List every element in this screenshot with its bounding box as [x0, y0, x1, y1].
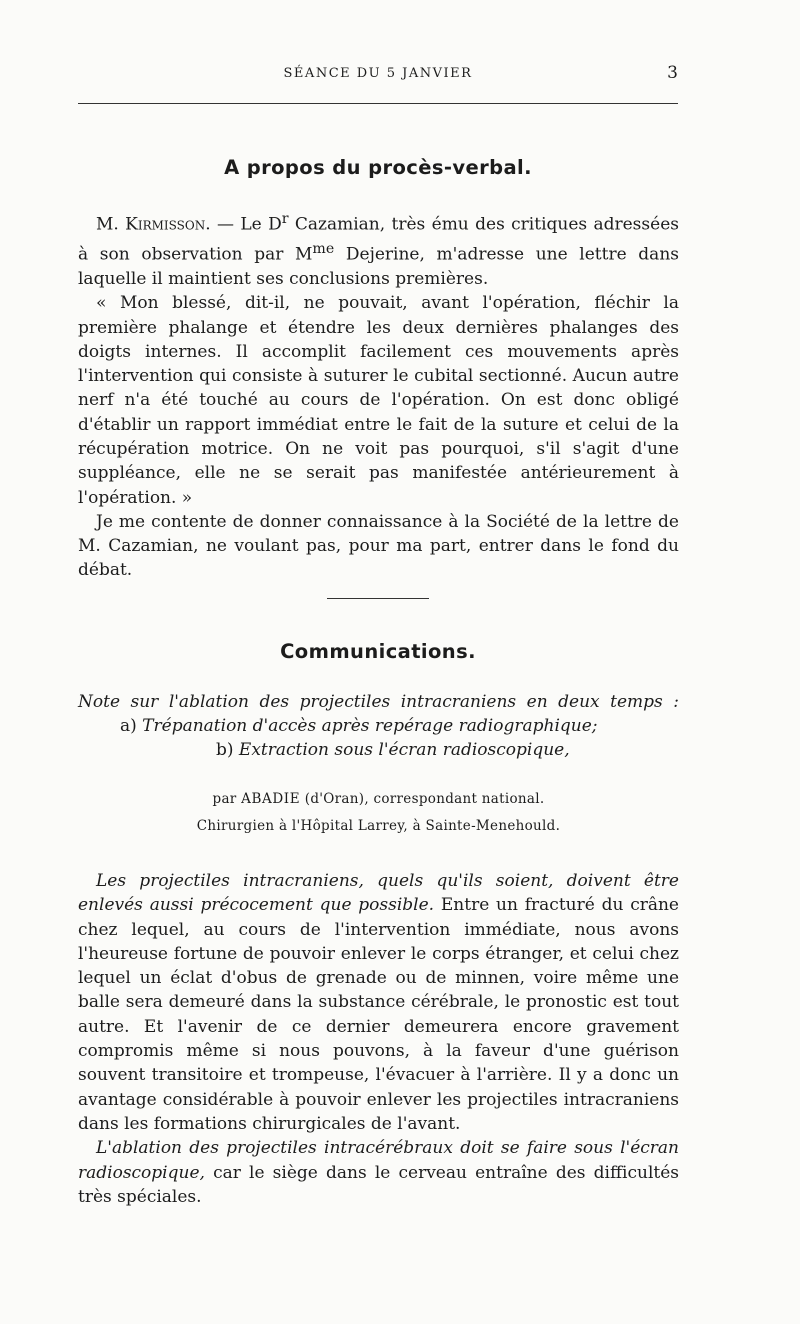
text-run: Cazamian, très ému des critiques adressées à son observation par M: [78, 214, 679, 265]
author-name: ABADIE: [241, 791, 301, 807]
emphasis: Les projectiles intracraniens, quels qu'ils soient, doivent être enlevés aussi précocement que possible.: [78, 871, 679, 916]
text-run: Entre un fracturé du crâne chez lequel, au cours de l'intervention immédiate, nous avons l'heureuse fortune de pouvoir enlever le corps étranger, et celui chez lequel un éclat d'obus de grenade ou de minnen, voire même une balle sera demeuré dans la substance cérébrale, le pronostic est tout autre. Et l'avenir de ce dernier demeurera encore gravement compromis même si nous pouvons, à la faveur d'une guérison souvent transitoire et trompeuse, l'évacuer à l'arrière. Il y a donc un avantage considérable à pouvoir enlever les projectiles intracraniens dans les formations chirurgicales de l'avant.: [78, 895, 679, 1134]
paragraph: [78, 207, 679, 291]
item-text: Extraction sous l'écran radioscopique,: [238, 740, 570, 760]
item-text: Trépanation d'accès après repérage radiographique;: [142, 716, 598, 736]
text-run: Dejerine, m'adresse une lettre dans laquelle il maintient ses conclusions premières.: [78, 244, 679, 289]
speaker-name: M. Kirmisson.: [96, 214, 211, 235]
text-run: par: [212, 791, 242, 807]
section-separator: [327, 598, 429, 599]
author-line: [78, 791, 679, 807]
proces-verbal-body: [78, 207, 679, 583]
running-title: SÉANCE DU 5 JANVIER: [283, 66, 473, 81]
page-number: 3: [667, 63, 678, 83]
heading-proces-verbal: A propos du procès-verbal.: [224, 156, 532, 179]
paragraph: [78, 1136, 679, 1209]
author-affiliation: Chirurgien à l'Hôpital Larrey, à Sainte-Menehould.: [196, 818, 561, 834]
text-run: car le siège dans le cerveau entraîne des difficultés très spéciales.: [78, 1162, 679, 1207]
note-title-item-a: [78, 714, 679, 738]
note-title-item-b: [78, 738, 679, 762]
text-run: (d'Oran), correspondant national.: [300, 791, 545, 807]
emphasis: L'ablation des projectiles intracérébraux doit se faire sous l'écran radioscopique,: [78, 1138, 679, 1183]
header-rule: [78, 103, 678, 104]
paragraph: Je me contente de donner connaissance à la Société de la lettre de M. Cazamian, ne voulant pas, pour ma part, entrer dans le fond du débat.: [78, 511, 679, 581]
item-marker: a): [120, 716, 143, 736]
superscript: me: [312, 240, 335, 257]
text-run: — Le D: [210, 214, 282, 235]
heading-communications: Communications.: [280, 640, 476, 663]
note-title-line: Note sur l'ablation des projectiles intracraniens en deux temps :: [78, 692, 679, 712]
paragraph: « Mon blessé, dit-il, ne pouvait, avant l'opération, fléchir la première phalange et étendre les deux dernières phalanges des doigts internes. Il accomplit facilement ces mouvements après l'intervention qui consiste à suturer le cubital sectionné. Aucun autre nerf n'a été touché au cours de l'opération. On est donc obligé d'établir un rapport immédiat entre le fait de la suture et celui de la récupération motrice. On ne voit pas pourquoi, s'il s'agit d'une suppléance, elle ne se serait pas manifestée antérieurement à l'opération. »: [78, 293, 679, 508]
superscript: r: [281, 211, 289, 227]
communication-body: [78, 869, 679, 1209]
item-marker: b): [216, 740, 239, 760]
note-title: [78, 690, 679, 762]
paragraph: [78, 869, 679, 1136]
running-head: [78, 63, 678, 88]
